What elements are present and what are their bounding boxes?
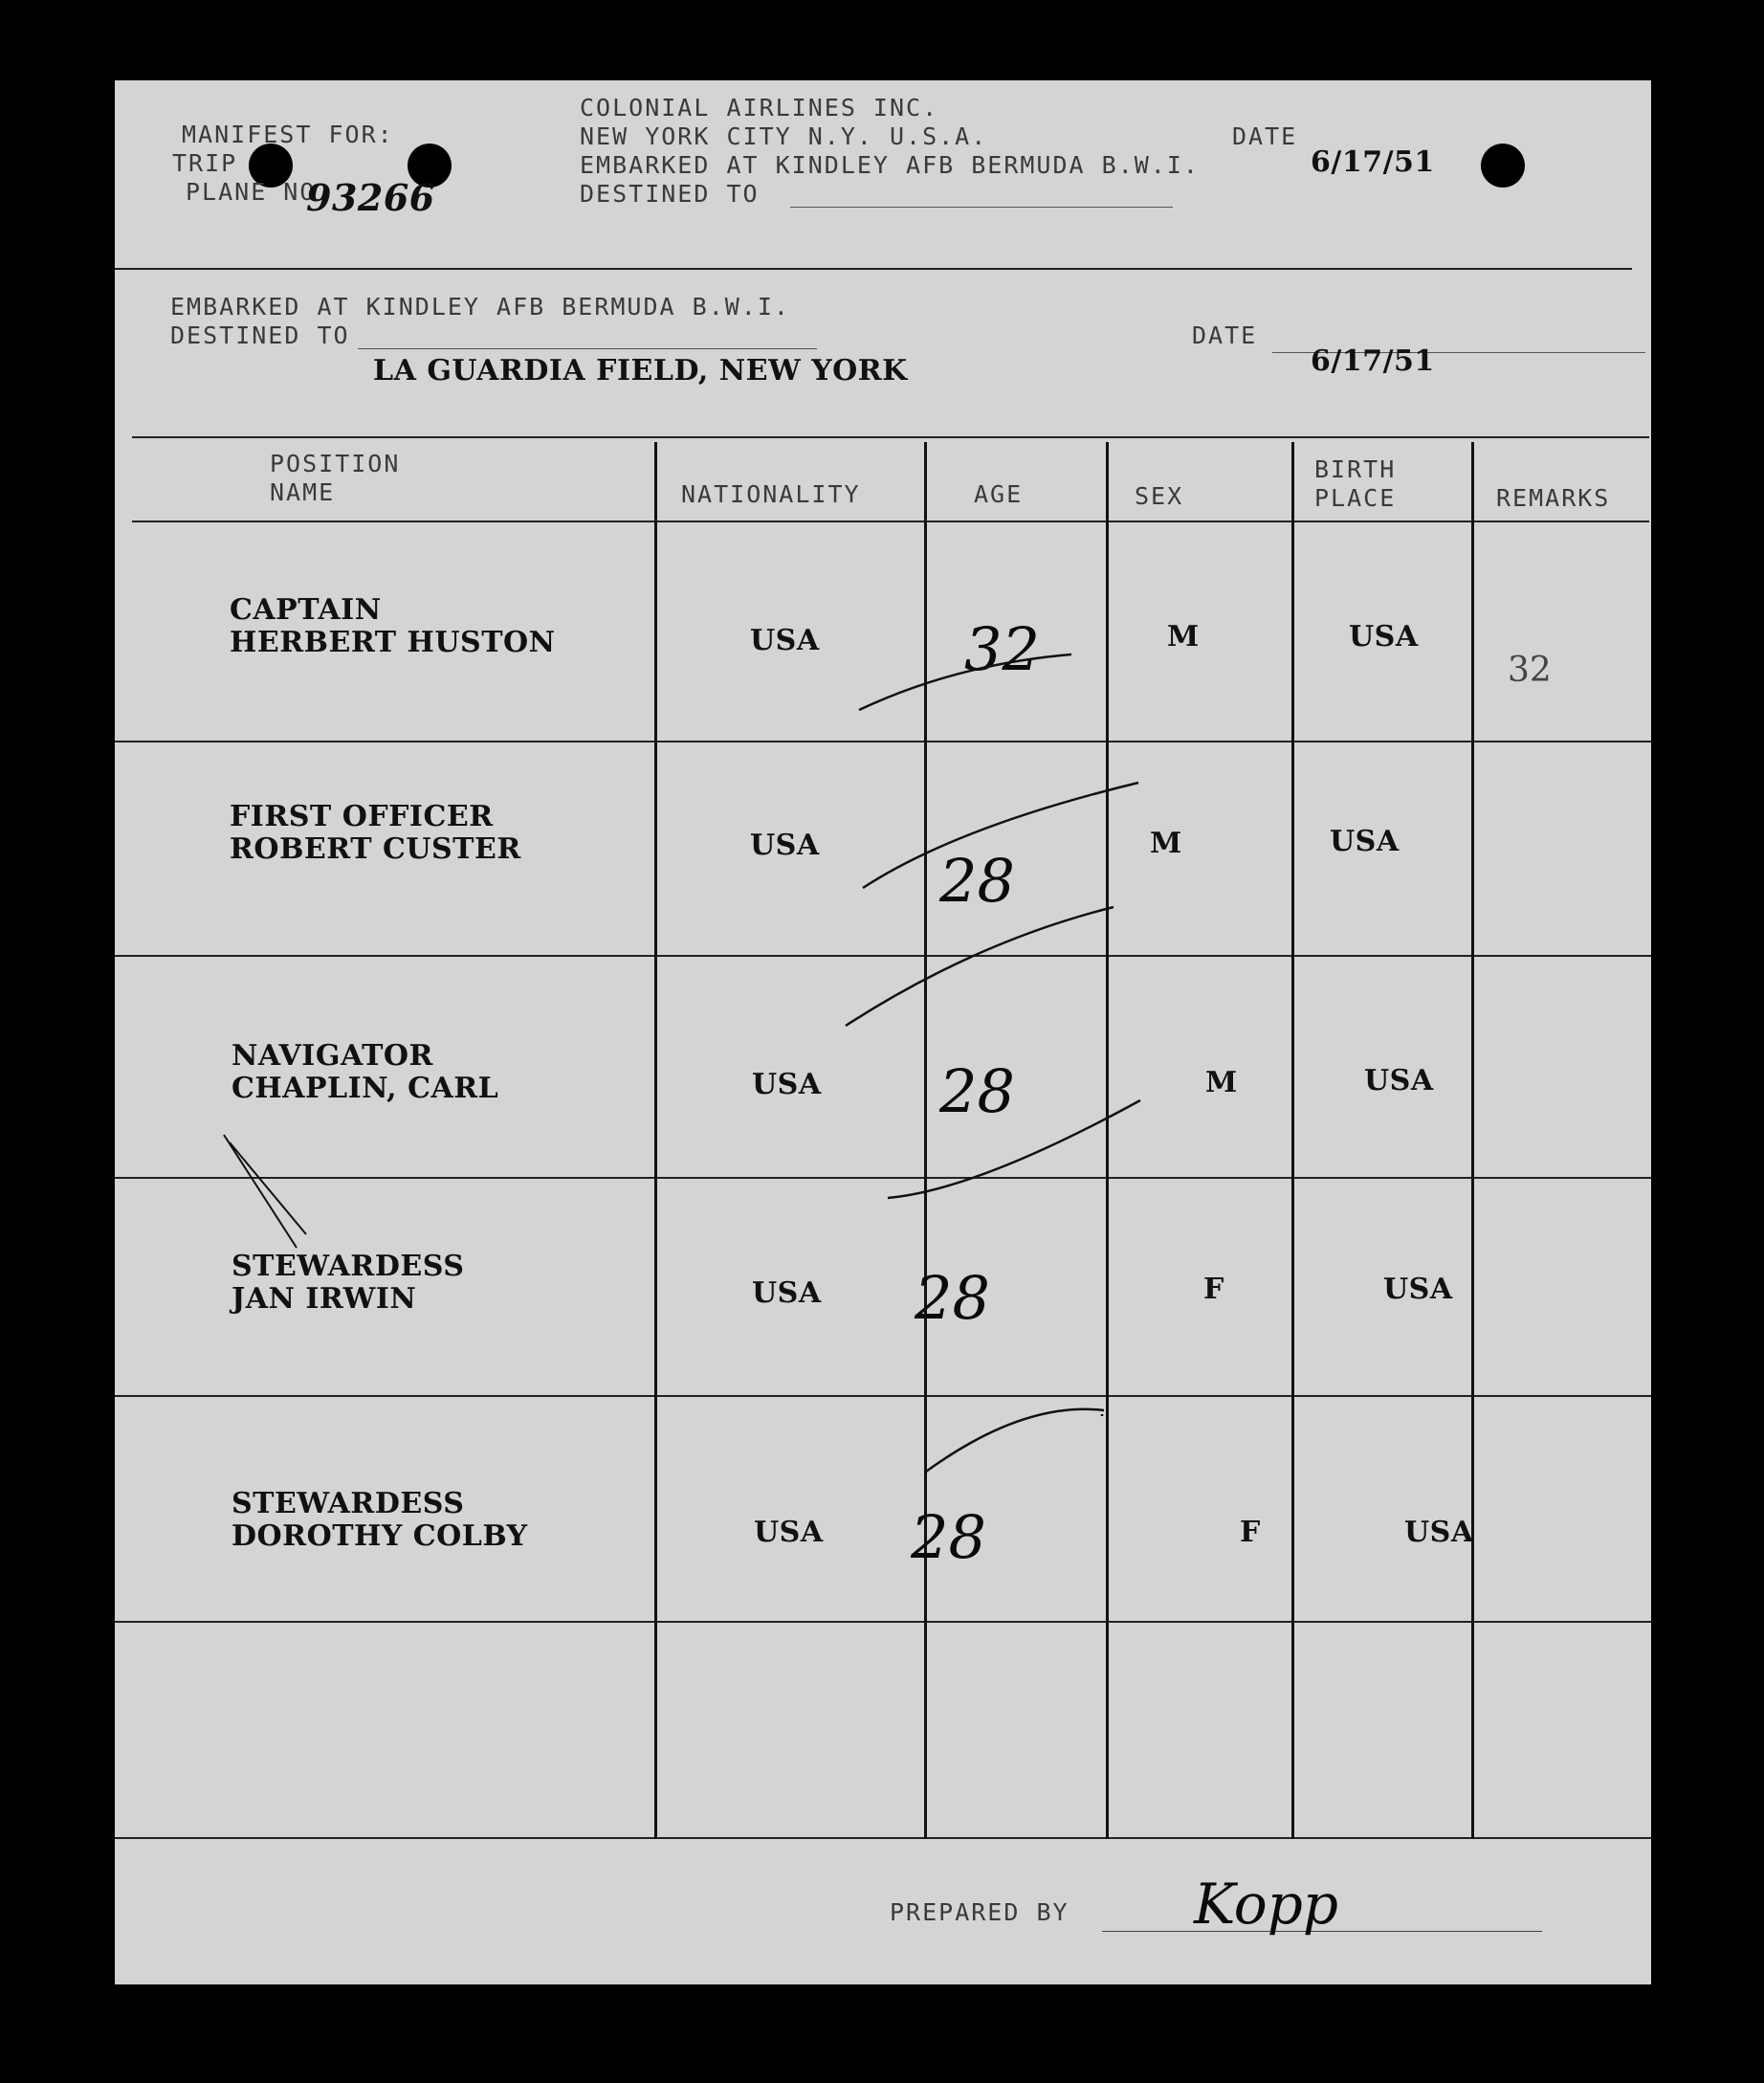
section-date-value: 6/17/51 (1311, 344, 1435, 378)
header-destined-label: DESTINED TO (580, 180, 760, 208)
pen-strokes (115, 80, 1651, 1984)
manifest-sheet (115, 80, 1651, 1984)
header-position: POSITION (270, 450, 401, 477)
plane-no-label: PLANE NO. (186, 178, 333, 206)
section-embarked: EMBARKED AT KINDLEY AFB BERMUDA B.W.I. (170, 293, 790, 321)
row-name: CHAPLIN, CARL (232, 1072, 499, 1105)
pen-stroke (859, 654, 1071, 710)
row-birthplace: USA (1330, 825, 1400, 858)
header-birth: BIRTH (1314, 455, 1397, 483)
company-name: COLONIAL AIRLINES INC. (580, 94, 939, 122)
row-position: STEWARDESS (232, 1487, 465, 1520)
row-sex: F (1240, 1516, 1261, 1549)
header-date-value: 6/17/51 (1311, 145, 1435, 179)
signature: Kopp (1194, 1872, 1338, 1937)
header-age: AGE (974, 480, 1024, 508)
company-address: NEW YORK CITY N.Y. U.S.A. (580, 122, 988, 150)
row-birthplace: USA (1383, 1273, 1453, 1306)
row-position: NAVIGATOR (232, 1039, 433, 1073)
row-sex: M (1205, 1066, 1238, 1099)
row-sex: M (1167, 620, 1200, 654)
header-nationality: NATIONALITY (681, 480, 861, 508)
header-embarked: EMBARKED AT KINDLEY AFB BERMUDA B.W.I. (580, 151, 1200, 179)
row-name: ROBERT CUSTER (230, 832, 521, 866)
row-position: CAPTAIN (230, 593, 382, 627)
prepared-by-label: PREPARED BY (890, 1898, 1069, 1926)
destination: LA GUARDIA FIELD, NEW YORK (373, 354, 908, 388)
row-nationality: USA (750, 829, 820, 862)
section-destined-label: DESTINED TO (170, 321, 350, 349)
row-nationality: USA (752, 1068, 822, 1101)
header-name: NAME (270, 478, 336, 506)
row-name: DOROTHY COLBY (232, 1519, 528, 1553)
pen-stroke (888, 1100, 1140, 1198)
header-remarks: REMARKS (1496, 484, 1611, 512)
header-date-label: DATE (1232, 122, 1298, 150)
row-birthplace: USA (1349, 620, 1419, 654)
row-name: HERBERT HUSTON (230, 626, 556, 659)
row-age: 32 (964, 614, 1040, 684)
row-nationality: USA (750, 624, 820, 657)
row-age: 28 (911, 1502, 986, 1572)
row-birthplace: USA (1364, 1064, 1434, 1097)
section-date-label: DATE (1192, 321, 1258, 349)
pen-stroke (863, 783, 1138, 888)
pen-stroke (224, 1135, 306, 1248)
row-birthplace: USA (1404, 1516, 1474, 1549)
row-remarks: 32 (1508, 651, 1552, 690)
pen-stroke (846, 907, 1114, 1026)
pen-stroke (926, 1409, 1104, 1472)
row-position: STEWARDESS (232, 1250, 465, 1283)
header-place: PLACE (1314, 484, 1397, 512)
header-sex: SEX (1135, 482, 1184, 510)
row-sex: M (1150, 827, 1182, 860)
manifest-for-label: MANIFEST FOR: (182, 121, 394, 148)
row-age: 28 (939, 1056, 1015, 1126)
row-name: JAN IRWIN (232, 1282, 417, 1316)
row-position: FIRST OFFICER (230, 800, 494, 833)
plane-no-value: 93266 (306, 176, 435, 219)
row-nationality: USA (752, 1276, 822, 1310)
row-age: 28 (915, 1263, 990, 1333)
row-nationality: USA (754, 1516, 824, 1549)
row-sex: F (1203, 1273, 1224, 1306)
trip-label: TRIP (172, 149, 238, 177)
row-age: 28 (939, 846, 1015, 916)
